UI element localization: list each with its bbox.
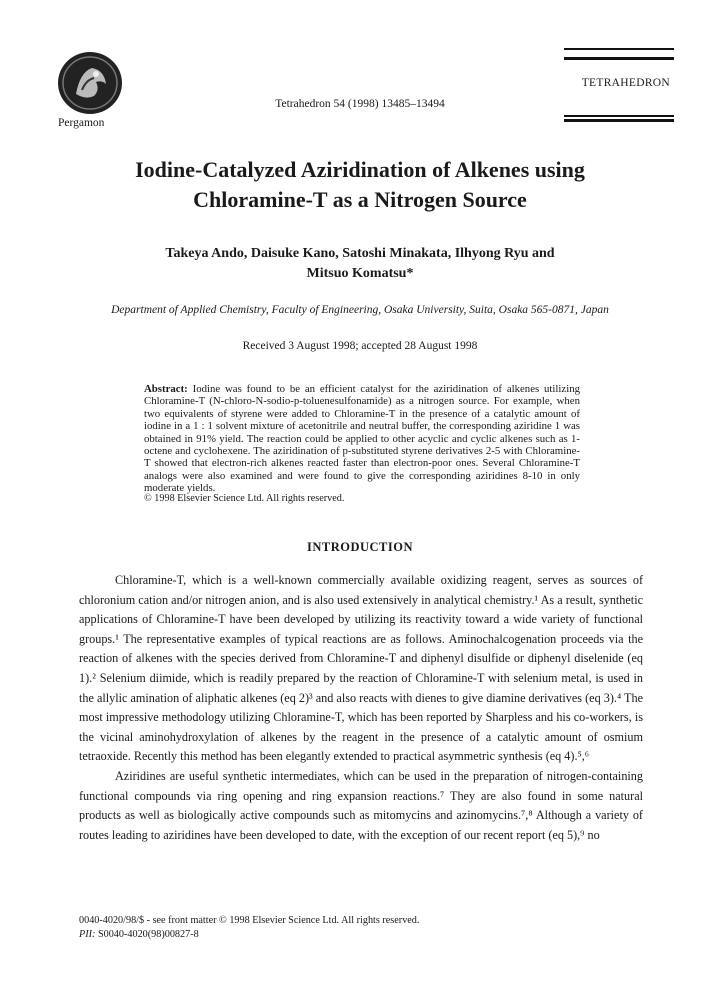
received-dates: Received 3 August 1998; accepted 28 August 1998 [242,340,478,352]
footer-copyright: 0040-4020/98/$ - see front matter © 1998 Elsevier Science Ltd. All rights reserved. [79,915,420,926]
journal-name: TETRAHEDRON [581,77,670,89]
publisher-name: Pergamon [58,117,105,129]
author-line: Takeya Ando, Daisuke Kano, Satoshi Minakata, Ilhyong Ryu and [165,246,555,261]
pii-value: S0040-4020(98)00827-8 [97,929,199,940]
header-rule [564,115,674,117]
section-heading: INTRODUCTION [306,540,413,554]
header-rule [564,57,674,60]
abstract-text: Iodine was found to be an efficient catalyst for the aziridination of alkenes utilizing Chloramine-T (N-chloro-N-sodio-p-toluenesulfonamide) as a nitrogen source. For example, when two equivalents of styrene were added to Chloramine-T in the presence of a catalytic amount of iodine in a 1 : 1 solvent mixture of acetonitrile and neutral buffer, the corresponding aziridine 1 was obtained in 91% yield. The reaction could be applied to other acyclic and cyclic alkenes such as 1-octene and cyclohexene. The aziridination of p-substituted styrene derivatives 2-5 with Chloramine-T showed that electron-rich alkenes reacted faster than electron-poor ones. Several Chloramine-T analogs were also examined and were found to give the corresponding aziridines 8-10 in only moderate yields. [144,383,580,495]
body-text [79,571,643,845]
paragraph: Aziridines are useful synthetic intermediates, which can be used in the preparation of nitrogen-containing functional compounds via ring opening and ring expansion reactions.⁷ They are also found in some natural products as well as biologically active compounds such as mitomycins and azinomycins.⁷,⁸ Although a variety of routes leading to aziridines have been developed to date, with the exception of our recent report (eq 5),⁹ no [79,768,643,842]
affiliation: Department of Applied Chemistry, Faculty of Engineering, Osaka University, Suita, Osaka 565-0871, Japan [111,304,609,316]
pii-label: PII: [79,929,96,940]
journal-reference: Tetrahedron 54 (1998) 13485–13494 [275,98,445,110]
paper-title [0,155,720,215]
abstract-label: Abstract: [144,383,188,395]
footer-pii [79,929,199,940]
title-line: Iodine-Catalyzed Aziridination of Alkenes using [135,157,585,182]
paragraph: Chloramine-T, which is a well-known commercially available oxidizing reagent, serves as sources of chloronium cation and/or nitrogen anion, and is also used extensively in analytical chemistry.¹ As a result, synthetic applications of Chloramine-T have been developed by utilizing its reactivity toward a wide variety of functional groups.¹ The representative examples of typical reactions are as follows. Aminochalcogenation proceeds via the reaction of alkenes with the species derived from Chloramine-T and diphenyl disulfide or diphenyl diselenide (eq 1).² Selenium diimide, which is readily prepared by the reaction of Chloramine-T with selenium metal, is used in the allylic amination of aliphatic alkenes (eq 2)³ and also reacts with dienes to give diamine derivatives (eq 3).⁴ The most impressive methodology utilizing Chloramine-T, which has been reported by Sharpless and his co-workers, is the vicinal aminohydroxylation of alkenes by the reagent in the presence of a catalytic amount of osmium tetraoxide. Recently this method has been elegantly extended to practical asymmetric synthesis (eq 4).⁵,⁶ [79,573,643,764]
header-rule [564,119,674,122]
author-list [0,244,720,284]
header-rule [564,48,674,50]
author-line: Mitsuo Komatsu* [306,266,414,281]
abstract [144,383,580,495]
title-line: Chloramine-T as a Nitrogen Source [193,187,527,212]
abstract-copyright: © 1998 Elsevier Science Ltd. All rights reserved. [144,493,345,504]
